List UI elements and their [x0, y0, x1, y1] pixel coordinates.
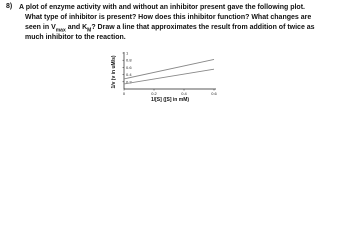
plot-series	[124, 59, 214, 83]
series-line-1	[124, 59, 214, 78]
lineweaver-burk-plot	[0, 0, 350, 119]
y-tick-label: 0.6	[126, 64, 132, 70]
y-tick-label: 0.8	[126, 57, 132, 63]
x-tick-label: 0.4	[181, 91, 187, 96]
x-tick-label: 0.2	[151, 91, 157, 96]
plot-axes	[124, 52, 216, 89]
question-number: 8)	[6, 3, 13, 10]
y-tick-label: 0.2	[126, 79, 132, 85]
x-tick-label: 0.6	[211, 91, 217, 96]
x-tick-label: 0	[122, 91, 126, 96]
vmax-subscript: max	[55, 27, 66, 34]
question-line-4: much inhibitor to the reaction.	[25, 34, 126, 41]
question-line-3-end: ? Draw a line that approximates the result from addition of twice as	[91, 24, 315, 31]
y-tick-label: 1	[126, 50, 129, 56]
km-subscript: M	[87, 27, 92, 34]
question-line-1: A plot of enzyme activity with and without an inhibitor present gave the following plot.	[19, 4, 305, 11]
y-tick-label: 0.4	[126, 72, 132, 78]
question-line-2: What type of inhibitor is present? How does this inhibitor function? What changes are	[25, 14, 312, 21]
question-line-3-start: seen in V	[25, 24, 56, 31]
x-axis-label: 1/[S] ([S] in mM)	[150, 97, 190, 103]
y-axis-label: 1/v (v in uM/s)	[111, 55, 117, 89]
question-line-3-mid: and K	[65, 24, 88, 31]
series-line-2	[124, 69, 214, 84]
